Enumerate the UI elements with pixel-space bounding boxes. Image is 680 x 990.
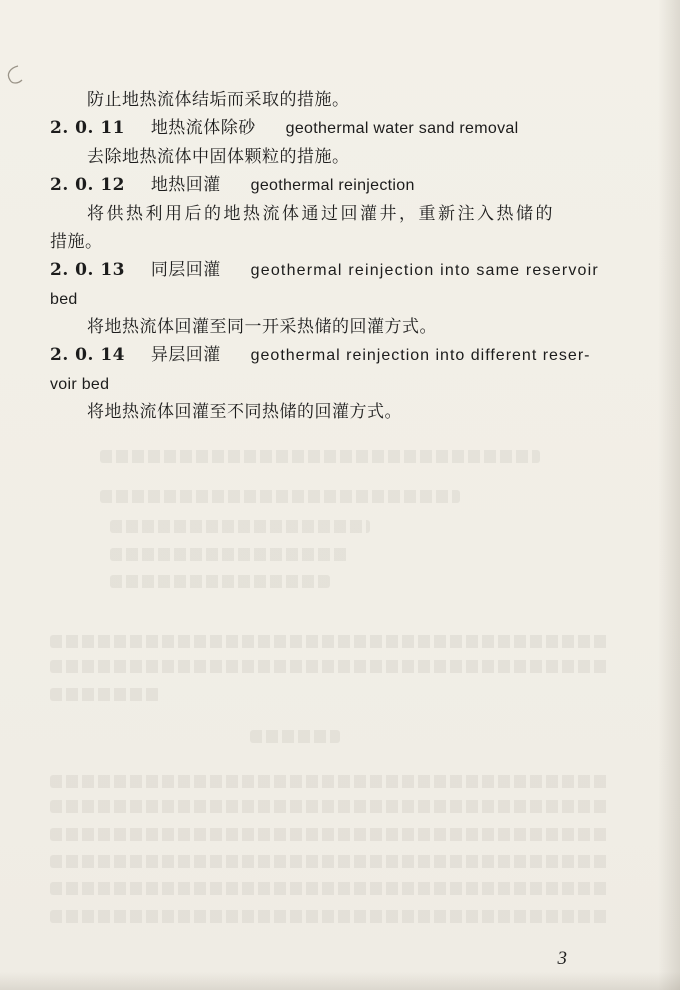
text-line (50, 374, 109, 395)
definition-text: 将地热流体回灌至同一开采热储的回灌方式。 (87, 317, 437, 337)
text-line (87, 147, 350, 167)
definition-text: 去除地热流体中固体颗粒的措施。 (87, 147, 350, 167)
show-through-line (50, 635, 610, 648)
pencil-mark-icon (2, 62, 32, 92)
term-entry-2-0-12 (50, 175, 415, 196)
term-chinese: 异层回灌 (150, 345, 221, 365)
show-through-line (100, 490, 460, 503)
page-shadow-right (658, 0, 680, 990)
text-line (87, 90, 350, 110)
term-entry-2-0-13 (50, 260, 599, 281)
term-english: geothermal reinjection into same reservoir (250, 262, 599, 279)
show-through-line (100, 450, 540, 463)
page-shadow-bottom (0, 972, 680, 990)
term-chinese: 同层回灌 (150, 260, 221, 280)
definition-text: 措施。 (50, 232, 103, 252)
show-through-line (110, 548, 350, 561)
definition-text: 将供热利用后的地热流体通过回灌井，重新注入热储的 (87, 204, 555, 224)
show-through-line (50, 775, 610, 788)
text-line (87, 204, 555, 224)
definition-text: 将地热流体回灌至不同热储的回灌方式。 (87, 402, 402, 422)
term-entry-2-0-14 (50, 345, 590, 366)
text-line (87, 402, 402, 422)
show-through-line (50, 855, 610, 868)
term-entry-2-0-11 (50, 118, 518, 139)
show-through-line (110, 575, 330, 588)
text-line (50, 232, 103, 252)
term-english-continued: bed (50, 291, 78, 308)
show-through-line (50, 800, 610, 813)
term-english-continued: voir bed (50, 376, 110, 393)
term-chinese: 地热流体除砂 (150, 118, 256, 138)
show-through-line (250, 730, 340, 743)
show-through-line (50, 660, 610, 673)
show-through-line (50, 688, 160, 701)
term-number: 2. 0. 12 (50, 175, 125, 195)
show-through-line (50, 882, 610, 895)
term-chinese: 地热回灌 (150, 175, 221, 195)
text-line (87, 317, 437, 337)
show-through-line (50, 910, 610, 923)
term-english: geothermal water sand removal (285, 120, 519, 137)
text-line (50, 289, 78, 310)
page-number: 3 (557, 948, 567, 969)
term-english: geothermal reinjection (250, 177, 415, 194)
show-through-line (110, 520, 370, 533)
term-english: geothermal reinjection into different reser- (250, 347, 591, 364)
term-number: 2. 0. 13 (50, 260, 125, 280)
show-through-line (50, 828, 610, 841)
definition-text: 防止地热流体结垢而采取的措施。 (87, 90, 350, 110)
term-number: 2. 0. 11 (50, 118, 125, 138)
term-number: 2. 0. 14 (50, 345, 125, 365)
